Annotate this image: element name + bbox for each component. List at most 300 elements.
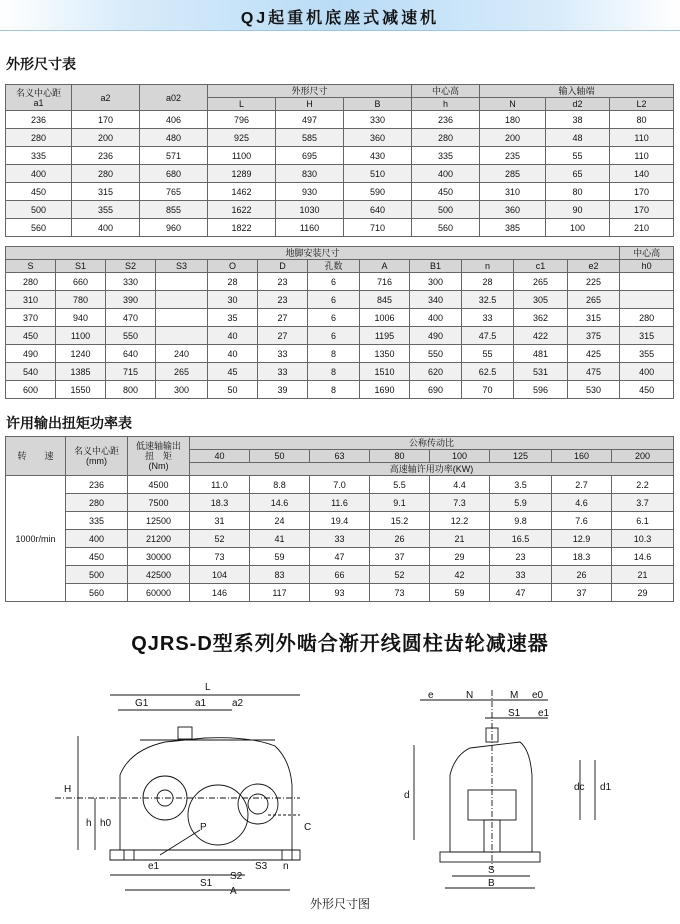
header-S2: S2	[106, 260, 156, 273]
table-cell: 170	[72, 111, 140, 129]
speed-cell: 1000r/min	[6, 476, 66, 602]
table-cell: 716	[360, 273, 410, 291]
table-cell: 73	[370, 584, 430, 602]
table-cell: 200	[72, 129, 140, 147]
table-cell: 1622	[208, 201, 276, 219]
table-cell: 400	[72, 219, 140, 237]
table-cell: 425	[568, 345, 620, 363]
table-cell: 73	[190, 548, 250, 566]
table-cell: 37	[370, 548, 430, 566]
header-speed: 转 速	[6, 437, 66, 476]
header-S: S	[6, 260, 56, 273]
table-cell: 490	[6, 345, 56, 363]
table-cell: 400	[620, 363, 674, 381]
table-cell: 2.7	[552, 476, 612, 494]
table-cell: 385	[480, 219, 546, 237]
table-cell: 6.1	[612, 512, 674, 530]
front-label-C: C	[304, 822, 312, 833]
table-cell: 400	[6, 165, 72, 183]
header-A: A	[360, 260, 410, 273]
table-cell: 62.5	[462, 363, 514, 381]
front-label-S2: S2	[230, 871, 243, 882]
table-cell: 360	[480, 201, 546, 219]
table-cell: 19.4	[310, 512, 370, 530]
table-cell: 450	[412, 183, 480, 201]
table-cell: 1822	[208, 219, 276, 237]
table-cell: 1350	[360, 345, 410, 363]
table-cell: 1385	[56, 363, 106, 381]
table-cell: 1510	[360, 363, 410, 381]
title-banner	[0, 0, 680, 31]
drawing-caption: 外形尺寸图	[309, 897, 370, 911]
header-ratio-80: 80	[370, 450, 430, 463]
table-cell: 855	[140, 201, 208, 219]
table-cell: 780	[56, 291, 106, 309]
table-cell: 37	[552, 584, 612, 602]
table-cell: 475	[568, 363, 620, 381]
table-cell: 236	[66, 476, 128, 494]
side-label-e1: e1	[538, 708, 550, 719]
table-cell: 30000	[128, 548, 190, 566]
table-row	[6, 147, 674, 165]
table-cell: 235	[480, 147, 546, 165]
table-cell: 23	[258, 291, 308, 309]
table-cell: 117	[250, 584, 310, 602]
table-cell: 30	[208, 291, 258, 309]
front-label-a1: a1	[195, 698, 207, 709]
table-cell: 33	[258, 363, 308, 381]
header-a1: 名义中心距 a1	[6, 85, 72, 111]
table-cell: 8.8	[250, 476, 310, 494]
table-cell: 23	[258, 273, 308, 291]
table-cell	[156, 291, 208, 309]
front-label-G1: G1	[135, 698, 149, 709]
header-c1: c1	[514, 260, 568, 273]
table-cell: 540	[6, 363, 56, 381]
table-cell: 640	[106, 345, 156, 363]
header-H: H	[276, 98, 344, 111]
table-cell: 315	[620, 327, 674, 345]
table-cell: 375	[568, 327, 620, 345]
table-cell: 8	[308, 381, 360, 399]
foundation-dimensions-table	[5, 246, 674, 399]
table-cell: 362	[514, 309, 568, 327]
table-cell: 140	[610, 165, 674, 183]
table-cell: 830	[276, 165, 344, 183]
table-cell: 1289	[208, 165, 276, 183]
table-cell: 3.7	[612, 494, 674, 512]
side-label-e0: e0	[532, 690, 544, 701]
table-cell: 360	[344, 129, 412, 147]
table-cell: 335	[6, 147, 72, 165]
table-cell: 1462	[208, 183, 276, 201]
table-cell: 406	[140, 111, 208, 129]
table-row	[6, 201, 674, 219]
table-cell: 42	[430, 566, 490, 584]
table-cell: 7.6	[552, 512, 612, 530]
front-label-e1: e1	[148, 861, 160, 872]
table-cell: 14.6	[612, 548, 674, 566]
front-label-P: P	[200, 822, 207, 833]
table-cell: 33	[490, 566, 552, 584]
table-row	[6, 548, 674, 566]
table-cell: 32.5	[462, 291, 514, 309]
table-cell: 12.9	[552, 530, 612, 548]
table-cell: 355	[72, 201, 140, 219]
table-cell: 170	[610, 201, 674, 219]
table-cell: 55	[546, 147, 610, 165]
table-cell: 940	[56, 309, 106, 327]
header-center-distance: 名义中心距 (mm)	[66, 437, 128, 476]
table-cell: 236	[72, 147, 140, 165]
table-cell: 497	[276, 111, 344, 129]
table-cell: 450	[620, 381, 674, 399]
table-cell: 560	[66, 584, 128, 602]
table-cell: 335	[412, 147, 480, 165]
table-cell: 7500	[128, 494, 190, 512]
table-row	[6, 494, 674, 512]
table-cell: 571	[140, 147, 208, 165]
table-cell: 6	[308, 327, 360, 345]
table-cell: 330	[106, 273, 156, 291]
product-title: QJRS-D型系列外啮合渐开线圆柱齿轮减速器	[131, 633, 549, 655]
table-cell: 9.1	[370, 494, 430, 512]
table-row	[6, 530, 674, 548]
table-cell: 265	[568, 291, 620, 309]
side-label-e: e	[428, 690, 434, 701]
table-cell: 715	[106, 363, 156, 381]
table-cell	[156, 309, 208, 327]
table-cell: 280	[6, 129, 72, 147]
table-cell: 29	[430, 548, 490, 566]
side-label-dc: dc	[574, 782, 585, 793]
table-cell: 300	[410, 273, 462, 291]
table-cell: 450	[6, 183, 72, 201]
table-cell: 1006	[360, 309, 410, 327]
front-label-L: L	[205, 682, 211, 693]
table-cell: 280	[66, 494, 128, 512]
table-cell: 481	[514, 345, 568, 363]
table-cell: 1240	[56, 345, 106, 363]
table-cell: 1100	[208, 147, 276, 165]
table-cell: 110	[610, 147, 674, 165]
table-cell: 531	[514, 363, 568, 381]
table-cell: 280	[620, 309, 674, 327]
table-cell: 300	[156, 381, 208, 399]
table-row	[6, 584, 674, 602]
table-cell: 21	[612, 566, 674, 584]
table-cell: 90	[546, 201, 610, 219]
side-label-M: M	[510, 690, 519, 701]
table-cell: 14.6	[250, 494, 310, 512]
table-cell: 530	[568, 381, 620, 399]
table-cell: 225	[568, 273, 620, 291]
table-cell: 9.8	[490, 512, 552, 530]
table-cell: 6	[308, 291, 360, 309]
table-cell: 640	[344, 201, 412, 219]
table-cell: 560	[6, 219, 72, 237]
table-cell: 330	[344, 111, 412, 129]
table-cell: 40	[208, 327, 258, 345]
table-cell: 845	[360, 291, 410, 309]
front-label-A: A	[230, 886, 237, 894]
table-cell: 236	[412, 111, 480, 129]
table-cell: 47	[490, 584, 552, 602]
outline-dimensions-title: 外形尺寸表	[6, 56, 76, 72]
header-L2: L2	[610, 98, 674, 111]
header-N: N	[480, 98, 546, 111]
table-cell: 65	[546, 165, 610, 183]
table-cell: 315	[568, 309, 620, 327]
side-label-S: S	[488, 865, 495, 876]
table-cell: 600	[6, 381, 56, 399]
table-cell: 925	[208, 129, 276, 147]
table-cell: 236	[6, 111, 72, 129]
table-cell: 11.0	[190, 476, 250, 494]
header-S1: S1	[56, 260, 106, 273]
front-label-a2: a2	[232, 698, 244, 709]
table-cell: 180	[480, 111, 546, 129]
side-label-d: d	[404, 790, 410, 801]
table-cell: 7.3	[430, 494, 490, 512]
table-cell: 490	[410, 327, 462, 345]
side-label-d1: d1	[600, 782, 612, 793]
table-row	[6, 111, 674, 129]
table-cell: 2.2	[612, 476, 674, 494]
table-cell: 305	[514, 291, 568, 309]
table-row	[6, 566, 674, 584]
table-cell	[620, 291, 674, 309]
table-cell: 340	[410, 291, 462, 309]
table-cell: 280	[6, 273, 56, 291]
table-cell: 355	[620, 345, 674, 363]
torque-power-table	[5, 436, 674, 602]
table-cell: 480	[140, 129, 208, 147]
table-cell: 10.3	[612, 530, 674, 548]
table-cell: 29	[612, 584, 674, 602]
table-cell: 28	[208, 273, 258, 291]
table-cell: 660	[56, 273, 106, 291]
table-cell: 310	[480, 183, 546, 201]
banner-title: QJ起重机底座式减速机	[240, 10, 440, 27]
table-cell: 210	[610, 219, 674, 237]
header-ratio-63: 63	[310, 450, 370, 463]
header-n: n	[462, 260, 514, 273]
table-cell: 26	[552, 566, 612, 584]
table-cell: 596	[514, 381, 568, 399]
front-label-h0: h0	[100, 818, 112, 829]
header-ratio-125: 125	[490, 450, 552, 463]
table-cell: 710	[344, 219, 412, 237]
header-L: L	[208, 98, 276, 111]
table-cell: 50	[208, 381, 258, 399]
table-cell: 16.5	[490, 530, 552, 548]
table-cell: 4.4	[430, 476, 490, 494]
table-cell: 35	[208, 309, 258, 327]
table-cell: 21	[430, 530, 490, 548]
table-cell: 55	[462, 345, 514, 363]
table-cell: 12.2	[430, 512, 490, 530]
side-label-S1: S1	[508, 708, 521, 719]
table-cell: 1160	[276, 219, 344, 237]
table-cell: 38	[546, 111, 610, 129]
table-cell: 930	[276, 183, 344, 201]
table-cell: 430	[344, 147, 412, 165]
table-cell: 40	[208, 345, 258, 363]
table-cell: 59	[250, 548, 310, 566]
table-row	[6, 512, 674, 530]
table-cell: 765	[140, 183, 208, 201]
table-cell: 550	[106, 327, 156, 345]
front-label-S3: S3	[255, 861, 268, 872]
table-cell: 11.6	[310, 494, 370, 512]
header-h: h	[412, 98, 480, 111]
table-cell: 280	[412, 129, 480, 147]
table-cell	[156, 273, 208, 291]
table-cell: 500	[6, 201, 72, 219]
table-cell: 27	[258, 309, 308, 327]
header-ratio-160: 160	[552, 450, 612, 463]
header-e2: e2	[568, 260, 620, 273]
table-cell: 585	[276, 129, 344, 147]
header-a2: a2	[72, 85, 140, 111]
table-cell: 4.6	[552, 494, 612, 512]
table-row	[6, 183, 674, 201]
table-cell: 265	[156, 363, 208, 381]
table-cell: 1100	[56, 327, 106, 345]
table-cell: 66	[310, 566, 370, 584]
header-ratio-100: 100	[430, 450, 490, 463]
table-row	[6, 309, 674, 327]
header-B: B	[344, 98, 412, 111]
header-outline: 外形尺寸	[208, 85, 412, 98]
table-cell: 500	[412, 201, 480, 219]
table-cell: 315	[72, 183, 140, 201]
table-cell: 370	[6, 309, 56, 327]
table-cell: 47.5	[462, 327, 514, 345]
table-cell: 18.3	[552, 548, 612, 566]
table-cell: 45	[208, 363, 258, 381]
table-cell: 960	[140, 219, 208, 237]
table-cell: 24	[250, 512, 310, 530]
header-O: O	[208, 260, 258, 273]
table-cell: 285	[480, 165, 546, 183]
table-cell: 620	[410, 363, 462, 381]
front-label-h: h	[86, 818, 92, 829]
table-cell: 590	[344, 183, 412, 201]
header-power-caption: 高速轴许用功率(KW)	[190, 463, 674, 476]
table-cell: 450	[66, 548, 128, 566]
table-cell: 1030	[276, 201, 344, 219]
table-cell: 170	[610, 183, 674, 201]
table-cell	[156, 327, 208, 345]
header-孔数: 孔数	[308, 260, 360, 273]
table-cell: 3.5	[490, 476, 552, 494]
side-label-N: N	[466, 690, 474, 701]
front-label-S1: S1	[200, 878, 213, 889]
table-cell: 695	[276, 147, 344, 165]
header-ratio-group: 公称传动比	[190, 437, 674, 450]
table-cell: 52	[370, 566, 430, 584]
table-cell: 280	[72, 165, 140, 183]
table-cell: 21200	[128, 530, 190, 548]
table-cell: 7.0	[310, 476, 370, 494]
table-cell: 42500	[128, 566, 190, 584]
table-cell: 23	[490, 548, 552, 566]
front-label-H: H	[64, 784, 72, 795]
table-row	[6, 291, 674, 309]
table-cell: 470	[106, 309, 156, 327]
table-cell: 510	[344, 165, 412, 183]
header-B1: B1	[410, 260, 462, 273]
torque-power-title: 许用输出扭矩功率表	[6, 415, 132, 431]
header-ratio-50: 50	[250, 450, 310, 463]
table-cell: 12500	[128, 512, 190, 530]
table-cell: 28	[462, 273, 514, 291]
table-cell: 400	[66, 530, 128, 548]
header-ratio-200: 200	[612, 450, 674, 463]
table-cell: 800	[106, 381, 156, 399]
table-cell: 796	[208, 111, 276, 129]
table-cell: 1550	[56, 381, 106, 399]
table-cell: 550	[410, 345, 462, 363]
header-center-height: 中心高	[412, 85, 480, 98]
table-cell: 200	[480, 129, 546, 147]
table-cell: 680	[140, 165, 208, 183]
table-cell: 6	[308, 309, 360, 327]
table-row	[6, 165, 674, 183]
table-row	[6, 476, 674, 494]
table-cell: 5.9	[490, 494, 552, 512]
table-cell: 59	[430, 584, 490, 602]
outline-drawing	[0, 680, 680, 894]
header-ratio-40: 40	[190, 450, 250, 463]
table-cell: 390	[106, 291, 156, 309]
table-cell: 4500	[128, 476, 190, 494]
table-row	[6, 129, 674, 147]
table-cell: 104	[190, 566, 250, 584]
header-S3: S3	[156, 260, 208, 273]
table-row	[6, 327, 674, 345]
table-cell: 26	[370, 530, 430, 548]
front-label-n: n	[283, 861, 289, 872]
table-cell: 5.5	[370, 476, 430, 494]
header-foundation: 地脚安装尺寸	[6, 247, 620, 260]
table-cell: 265	[514, 273, 568, 291]
table-cell: 500	[66, 566, 128, 584]
table-cell: 400	[412, 165, 480, 183]
table-cell: 310	[6, 291, 56, 309]
outline-dimensions-table	[5, 84, 674, 237]
table-cell: 100	[546, 219, 610, 237]
table-cell: 60000	[128, 584, 190, 602]
table-cell: 400	[410, 309, 462, 327]
table-cell: 1690	[360, 381, 410, 399]
table-cell: 31	[190, 512, 250, 530]
table-row	[6, 363, 674, 381]
header-h0: h0	[620, 260, 674, 273]
table-cell: 146	[190, 584, 250, 602]
header-a02: a02	[140, 85, 208, 111]
table-cell: 450	[6, 327, 56, 345]
table-cell: 47	[310, 548, 370, 566]
table-row	[6, 273, 674, 291]
table-cell: 560	[412, 219, 480, 237]
table-row	[6, 345, 674, 363]
table-cell: 33	[462, 309, 514, 327]
table-cell: 52	[190, 530, 250, 548]
table-cell: 48	[546, 129, 610, 147]
